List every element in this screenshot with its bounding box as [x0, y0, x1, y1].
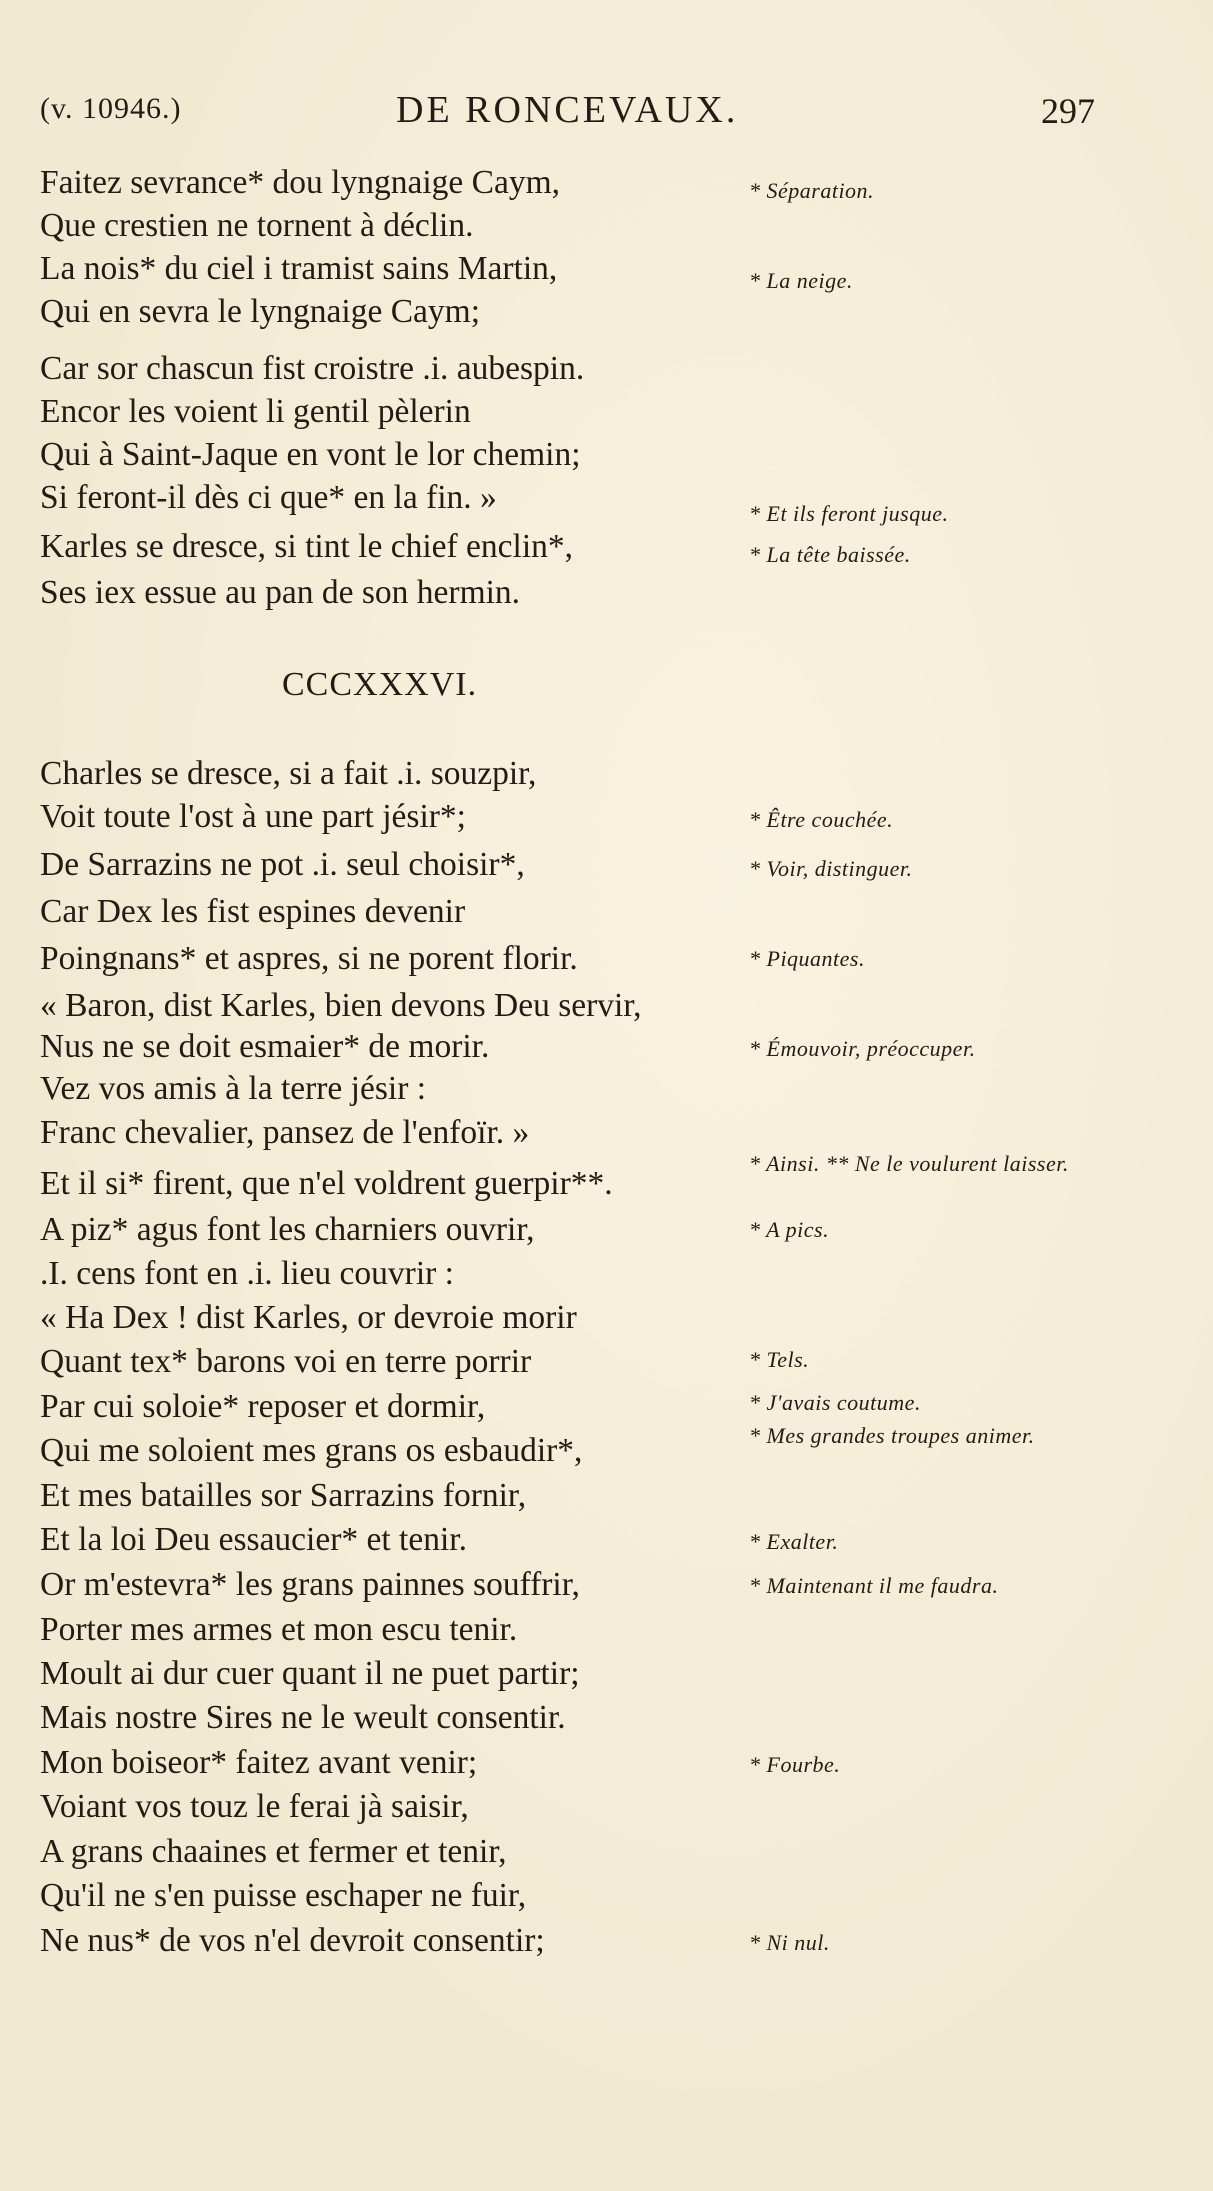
verse-line: Car sor chascun fist croistre .i. aubespin.	[40, 350, 585, 387]
verse-line: « Baron, dist Karles, bien devons Deu servir,	[40, 987, 642, 1024]
verse-line: Ses iex essue au pan de son hermin.	[40, 574, 521, 611]
margin-gloss: * Voir, distinguer.	[749, 856, 913, 881]
verse-line: La nois* du ciel i tramist sains Martin,	[40, 250, 558, 287]
verse-line: Par cui soloie* reposer et dormir,	[40, 1388, 486, 1425]
verse-line: Faitez sevrance* dou lyngnaige Caym,	[40, 164, 561, 201]
verse-line: Vez vos amis à la terre jésir :	[40, 1070, 427, 1107]
margin-gloss: * Maintenant il me faudra.	[749, 1573, 999, 1598]
margin-gloss: * La neige.	[749, 268, 853, 293]
verse-line: Porter mes armes et mon escu tenir.	[40, 1611, 518, 1648]
verse-line: A piz* agus font les charniers ouvrir,	[40, 1211, 535, 1248]
verse-line: Mon boiseor* faitez avant venir;	[40, 1744, 478, 1781]
verse-line: Nus ne se doit esmaier* de morir.	[40, 1028, 490, 1065]
verse-line: Mais nostre Sires ne le weult consentir.	[40, 1699, 566, 1736]
verse-line: « Ha Dex ! dist Karles, or devroie morir	[40, 1299, 577, 1336]
verse-line: Franc chevalier, pansez de l'enfoïr. »	[40, 1114, 530, 1151]
verse-line: .I. cens font en .i. lieu couvrir :	[40, 1255, 454, 1292]
running-header	[40, 88, 1095, 138]
verse-line: Quant tex* barons voi en terre porrir	[40, 1343, 532, 1380]
verse-line: Karles se dresce, si tint le chief enclin*,	[40, 528, 574, 565]
margin-gloss: * La tête baissée.	[749, 542, 911, 567]
verse-line: Voiant vos touz le ferai jà saisir,	[40, 1788, 469, 1825]
verse-line: Et mes batailles sor Sarrazins fornir,	[40, 1477, 527, 1514]
verse-line: Et la loi Deu essaucier* et tenir.	[40, 1521, 467, 1558]
verse-line: Qu'il ne s'en puisse eschaper ne fuir,	[40, 1877, 527, 1914]
verse-line: Qui à Saint-Jaque en vont le lor chemin;	[40, 436, 581, 473]
verse-line: Ne nus* de vos n'el devroit consentir;	[40, 1922, 545, 1959]
margin-gloss: * Émouvoir, préoccuper.	[749, 1036, 976, 1061]
verse-line: Charles se dresce, si a fait .i. souzpir,	[40, 755, 537, 792]
margin-gloss: * A pics.	[749, 1217, 830, 1242]
verse-line: De Sarrazins ne pot .i. seul choisir*,	[40, 846, 525, 883]
verse-line: A grans chaaines et fermer et tenir,	[40, 1833, 507, 1870]
margin-gloss: * Tels.	[749, 1347, 810, 1372]
verse-reference: (v. 10946.)	[40, 92, 182, 125]
margin-gloss: * J'avais coutume.	[749, 1390, 921, 1415]
margin-gloss: * Piquantes.	[749, 946, 865, 971]
margin-gloss: * Être couchée.	[749, 807, 894, 832]
margin-gloss: * Fourbe.	[749, 1752, 841, 1777]
margin-gloss: * Ainsi. ** Ne le voulurent laisser.	[749, 1151, 1069, 1176]
verse-line: Qui en sevra le lyngnaige Caym;	[40, 293, 481, 330]
verse-line: Or m'estevra* les grans painnes souffrir,	[40, 1566, 580, 1603]
verse-line: Encor les voient li gentil pèlerin	[40, 393, 471, 430]
margin-gloss: * Ni nul.	[749, 1930, 830, 1955]
margin-gloss: * Mes grandes troupes animer.	[749, 1423, 1035, 1448]
verse-line: Si feront-il dès ci que* en la fin. »	[40, 479, 497, 516]
verse-line: Qui me soloient mes grans os esbaudir*,	[40, 1432, 583, 1469]
margin-gloss: * Et ils feront jusque.	[749, 501, 949, 526]
margin-gloss: * Exalter.	[749, 1529, 839, 1554]
margin-gloss: * Séparation.	[749, 178, 875, 203]
verse-line: Et il si* firent, que n'el voldrent guerpir**.	[40, 1165, 613, 1202]
running-title: DE RONCEVAUX.	[396, 89, 739, 131]
verse-line: Car Dex les fist espines devenir	[40, 893, 466, 930]
section-heading: CCCXXXVI.	[282, 666, 478, 703]
verse-line: Moult ai dur cuer quant il ne puet partir;	[40, 1655, 580, 1692]
page-number: 297	[1041, 91, 1095, 131]
verse-line: Que crestien ne tornent à déclin.	[40, 207, 474, 244]
verse-line: Voit toute l'ost à une part jésir*;	[40, 798, 466, 835]
verse-line: Poingnans* et aspres, si ne porent florir.	[40, 940, 578, 977]
